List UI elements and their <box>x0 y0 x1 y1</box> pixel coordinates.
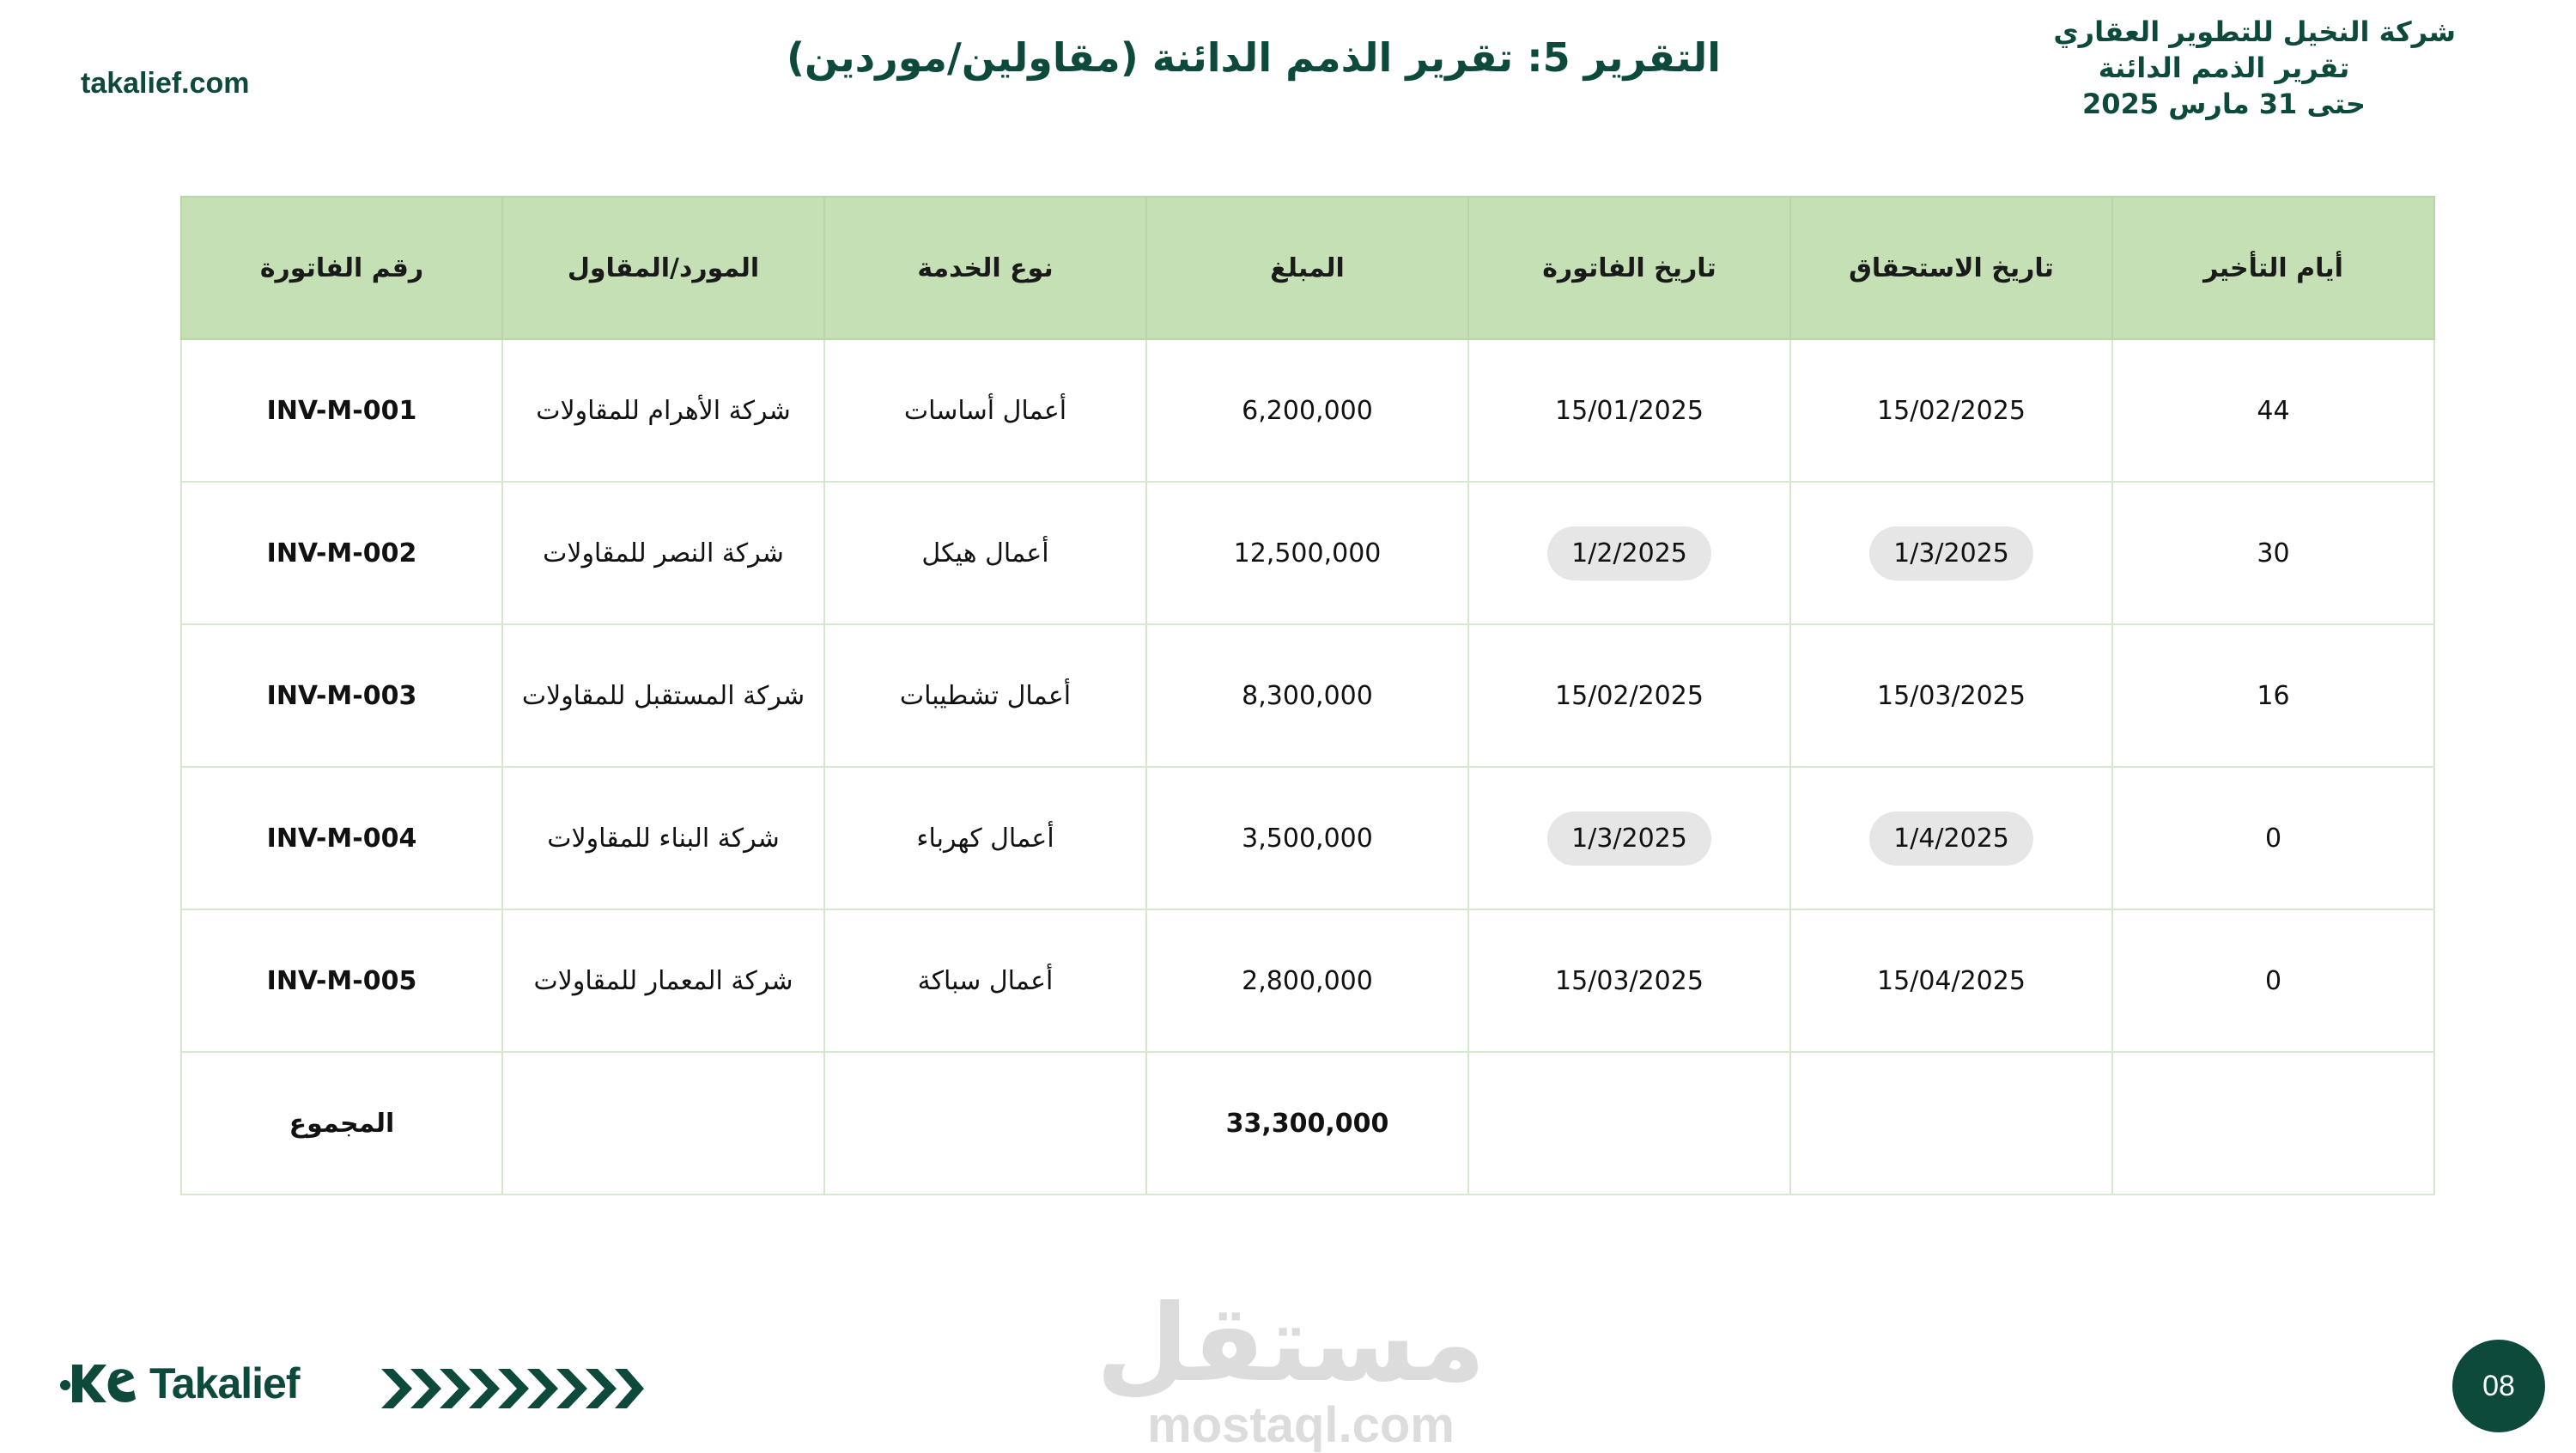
invoice-number-cell: INV-M-003 <box>181 624 502 767</box>
col-due-date: تاريخ الاستحقاق <box>1790 197 2112 339</box>
page-number: 08 <box>2452 1340 2545 1432</box>
invoice-number-cell: INV-M-005 <box>181 909 502 1052</box>
empty-cell <box>502 1052 824 1195</box>
service-cell: أعمال أساسات <box>824 339 1146 482</box>
date-chip[interactable]: 1/2/2025 <box>1547 526 1711 581</box>
table-row <box>181 624 2434 767</box>
mostaql-watermark <box>1096 1282 1485 1453</box>
supplier-cell: شركة النصر للمقاولات <box>502 482 824 624</box>
date-chip[interactable]: 1/4/2025 <box>1869 812 2033 866</box>
takalief-logo-icon <box>60 1359 137 1407</box>
table-body <box>181 339 2434 1195</box>
due-date-cell: 15/04/2025 <box>1790 909 2112 1052</box>
col-amount: المبلغ <box>1146 197 1468 339</box>
report-title: التقرير 5: تقرير الذمم الدائنة (مقاولين/موردين) <box>786 34 1722 81</box>
watermark-arabic: مستقل <box>1096 1282 1485 1406</box>
supplier-cell: شركة المستقبل للمقاولات <box>502 624 824 767</box>
delay-cell: 44 <box>2112 339 2434 482</box>
date-chip[interactable]: 1/3/2025 <box>1869 526 2033 581</box>
amount-cell: 12,500,000 <box>1146 482 1468 624</box>
takalief-logo <box>60 1359 300 1408</box>
report-date: حتى 31 مارس 2025 <box>2082 88 2366 120</box>
total-amount: 33,300,000 <box>1146 1052 1468 1195</box>
invoice-number-cell: INV-M-004 <box>181 767 502 909</box>
col-invoice-number: أيام التأخير <box>2112 197 2434 339</box>
table-row <box>181 339 2434 482</box>
invoice-date-cell <box>1468 767 1790 909</box>
watermark-url: mostaql.com <box>1147 1397 1455 1453</box>
total-row <box>181 1052 2434 1195</box>
delay-cell: 30 <box>2112 482 2434 624</box>
website-url: takalief.com <box>81 67 250 100</box>
amount-cell: 2,800,000 <box>1146 909 1468 1052</box>
service-cell: أعمال كهرباء <box>824 767 1146 909</box>
due-date-cell <box>1790 482 2112 624</box>
col-delay-days: رقم الفاتورة <box>181 197 502 339</box>
table-row <box>181 909 2434 1052</box>
amount-cell: 6,200,000 <box>1146 339 1468 482</box>
supplier-cell: شركة المعمار للمقاولات <box>502 909 824 1052</box>
total-label: المجموع <box>181 1052 502 1195</box>
service-cell: أعمال سباكة <box>824 909 1146 1052</box>
table-row <box>181 482 2434 624</box>
invoice-number-cell: INV-M-001 <box>181 339 502 482</box>
header-row <box>181 197 2434 339</box>
due-date-cell: 15/02/2025 <box>1790 339 2112 482</box>
supplier-cell: شركة الأهرام للمقاولات <box>502 339 824 482</box>
empty-cell <box>1468 1052 1790 1195</box>
due-date-cell <box>1790 767 2112 909</box>
invoice-date-cell <box>1468 482 1790 624</box>
table-row <box>181 767 2434 909</box>
empty-cell <box>1790 1052 2112 1195</box>
logo-text: Takalief <box>149 1359 300 1407</box>
delay-cell: 16 <box>2112 624 2434 767</box>
col-supplier: المورد/المقاول <box>502 197 824 339</box>
table-header <box>181 197 2434 339</box>
invoice-number-cell: INV-M-002 <box>181 482 502 624</box>
chevrons-right-icon <box>381 1367 644 1410</box>
delay-cell: 0 <box>2112 767 2434 909</box>
amount-cell: 8,300,000 <box>1146 624 1468 767</box>
company-name: شركة النخيل للتطوير العقاري <box>2053 15 2456 48</box>
col-service-type: نوع الخدمة <box>824 197 1146 339</box>
invoice-date-cell: 15/01/2025 <box>1468 339 1790 482</box>
invoice-date-cell: 15/03/2025 <box>1468 909 1790 1052</box>
due-date-cell: 15/03/2025 <box>1790 624 2112 767</box>
empty-cell <box>2112 1052 2434 1195</box>
date-chip[interactable]: 1/3/2025 <box>1547 812 1711 866</box>
service-cell: أعمال تشطيبات <box>824 624 1146 767</box>
invoice-date-cell: 15/02/2025 <box>1468 624 1790 767</box>
col-invoice-date: تاريخ الفاتورة <box>1468 197 1790 339</box>
payables-table <box>180 196 2435 1195</box>
empty-cell <box>824 1052 1146 1195</box>
report-subtitle: تقرير الذمم الدائنة <box>2098 52 2350 84</box>
company-info <box>1992 14 2456 122</box>
service-cell: أعمال هيكل <box>824 482 1146 624</box>
supplier-cell: شركة البناء للمقاولات <box>502 767 824 909</box>
amount-cell: 3,500,000 <box>1146 767 1468 909</box>
delay-cell: 0 <box>2112 909 2434 1052</box>
